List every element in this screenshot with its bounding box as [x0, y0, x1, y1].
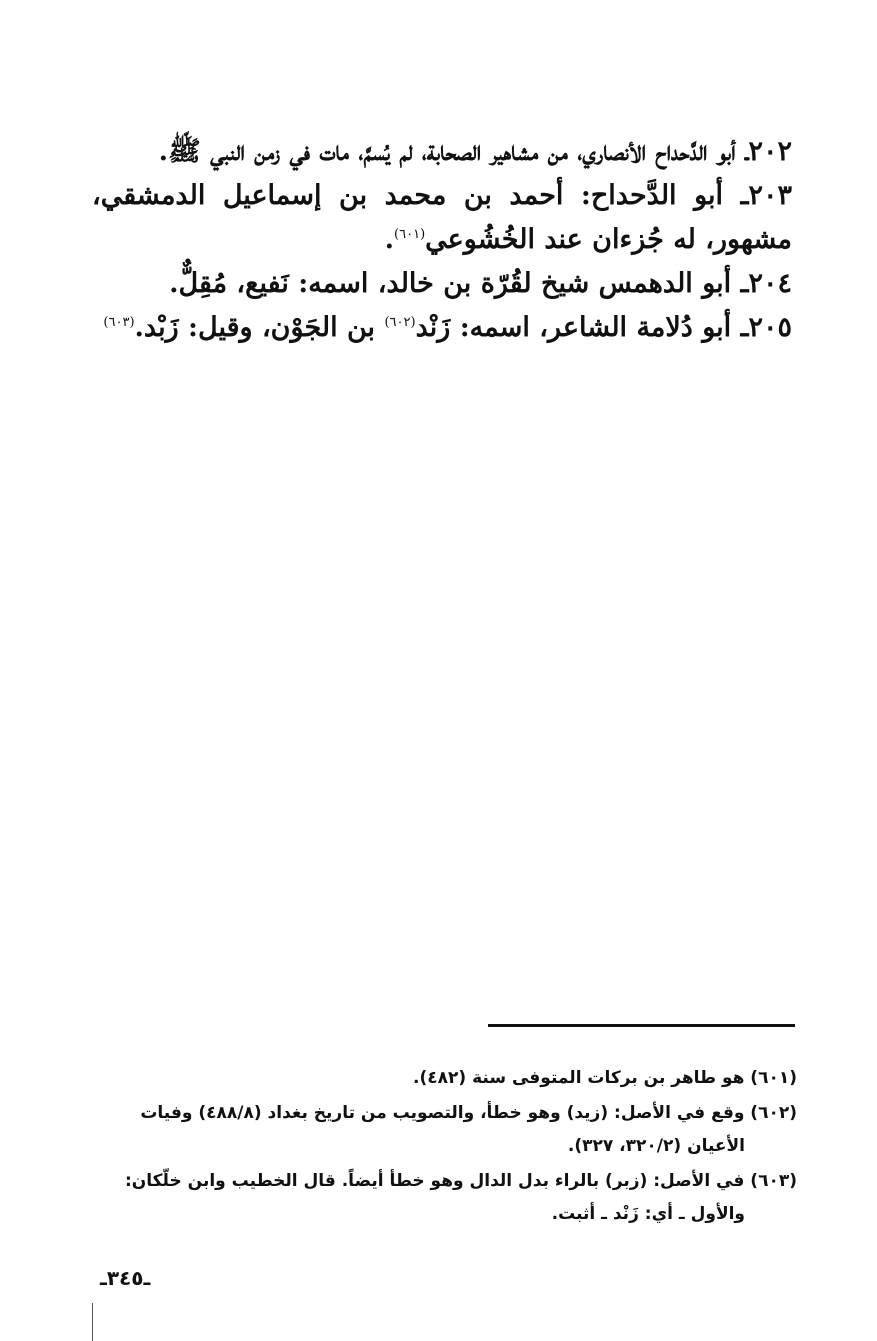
footnote-601 — [100, 1062, 797, 1095]
entry-text: ٢٠٢ـ أبو الدَّحداح الأنصاري، من مشاهير الصحابة، لم يُسمَّ، مات في زمن النبي ﷺ. — [158, 136, 792, 167]
footnotes-section — [100, 1062, 797, 1233]
entry-text: ٢٠٥ـ أبو دُلامة الشاعر، اسمه: زَنْد — [415, 312, 792, 343]
entry-text: ٢٠٣ـ أبو الدَّحداح: أحمد بن محمد بن إسماعيل الدمشقي، مشهور، له جُزءان عند الخُشُوعي — [92, 180, 792, 255]
page-number: ـ٣٤٥ـ — [100, 1266, 151, 1290]
footnote-603 — [100, 1165, 797, 1231]
entry-203 — [92, 174, 792, 262]
footnote-text: (٦٠٣) في الأصل: (زبر) بالراء بدل الدال وهو خطأ أيضاً. قال الخطيب وابن خلّكان: — [124, 1171, 797, 1191]
entry-202 — [92, 130, 792, 174]
entries-list — [92, 130, 792, 350]
footnote-continuation: الأعيان (٣٢٠/٢، ٣٢٧). — [567, 1136, 745, 1156]
entry-205 — [92, 306, 792, 350]
footnote-marker[interactable]: (٦٠٢) — [384, 315, 416, 330]
scan-edge-line — [92, 1303, 93, 1341]
footnote-text: (٦٠٢) وقع في الأصل: (زيد) وهو خطأ، والتصويب من تاريخ بغداد (٤٨٨/٨) وفيات — [140, 1103, 797, 1123]
entry-text: ٢٠٤ـ أبو الدهمس شيخ لقُرّة بن خالد، اسمه: نَفيع، مُقِلٌّ. — [169, 268, 792, 299]
entry-text-end: بن الجَوْن، وقيل: زَبْد. — [134, 312, 385, 343]
footnote-marker[interactable]: (٦٠٣) — [103, 315, 135, 330]
entry-204 — [92, 262, 792, 306]
footnote-divider — [488, 1024, 795, 1027]
footnote-continuation: والأول ـ أي: زَنْد ـ أثبت. — [551, 1204, 745, 1224]
footnote-602 — [100, 1097, 797, 1163]
footnote-marker[interactable]: (٦٠١) — [394, 227, 426, 242]
footnote-text: (٦٠١) هو طاهر بن بركات المتوفى سنة (٤٨٢). — [413, 1068, 797, 1088]
entry-text-end: . — [384, 224, 395, 255]
